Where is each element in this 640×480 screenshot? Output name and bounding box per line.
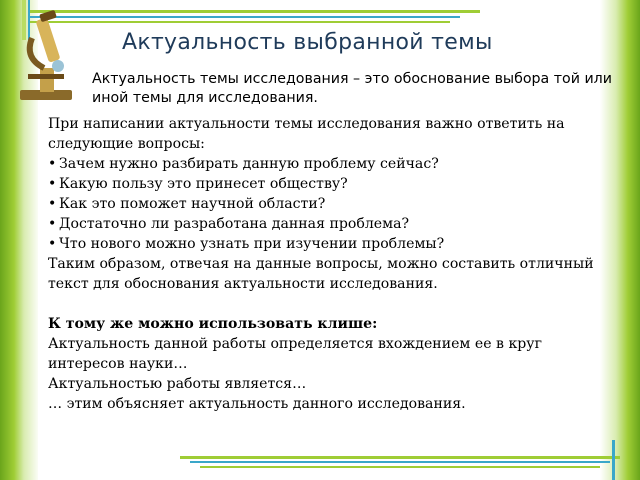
bottom-decoration	[0, 440, 640, 480]
questions-list	[48, 154, 596, 254]
list-item: • Что нового можно узнать при изучении проблемы?	[48, 234, 596, 254]
cliche-line: … этим объясняет актуальность данного исследования.	[48, 396, 466, 412]
cliche-line: Актуальностью работы является…	[48, 376, 307, 392]
list-item: • Достаточно ли разработана данная проблема?	[48, 214, 596, 234]
list-item: • Как это поможет научной области?	[48, 194, 596, 214]
microscope-icon	[14, 8, 78, 104]
list-item: • Какую пользу это принесет обществу?	[48, 174, 596, 194]
body-text	[48, 114, 596, 414]
conclusion-paragraph: Таким образом, отвечая на данные вопросы, можно составить отличный текст для обоснования актуальности исследования.	[48, 256, 594, 292]
page-title: Актуальность выбранной темы	[122, 30, 493, 55]
cliche-line: Актуальность данной работы определяется вхождением ее в круг интересов науки…	[48, 336, 542, 372]
spacer	[48, 294, 596, 314]
subtitle: Актуальность темы исследования – это обоснование выбора той или иной темы для исследования.	[92, 71, 612, 106]
cliche-heading: К тому же можно использовать клише:	[48, 316, 378, 332]
list-item: • Зачем нужно разбирать данную проблему сейчас?	[48, 154, 596, 174]
intro-paragraph: При написании актуальности темы исследования важно ответить на следующие вопросы:	[48, 116, 565, 152]
